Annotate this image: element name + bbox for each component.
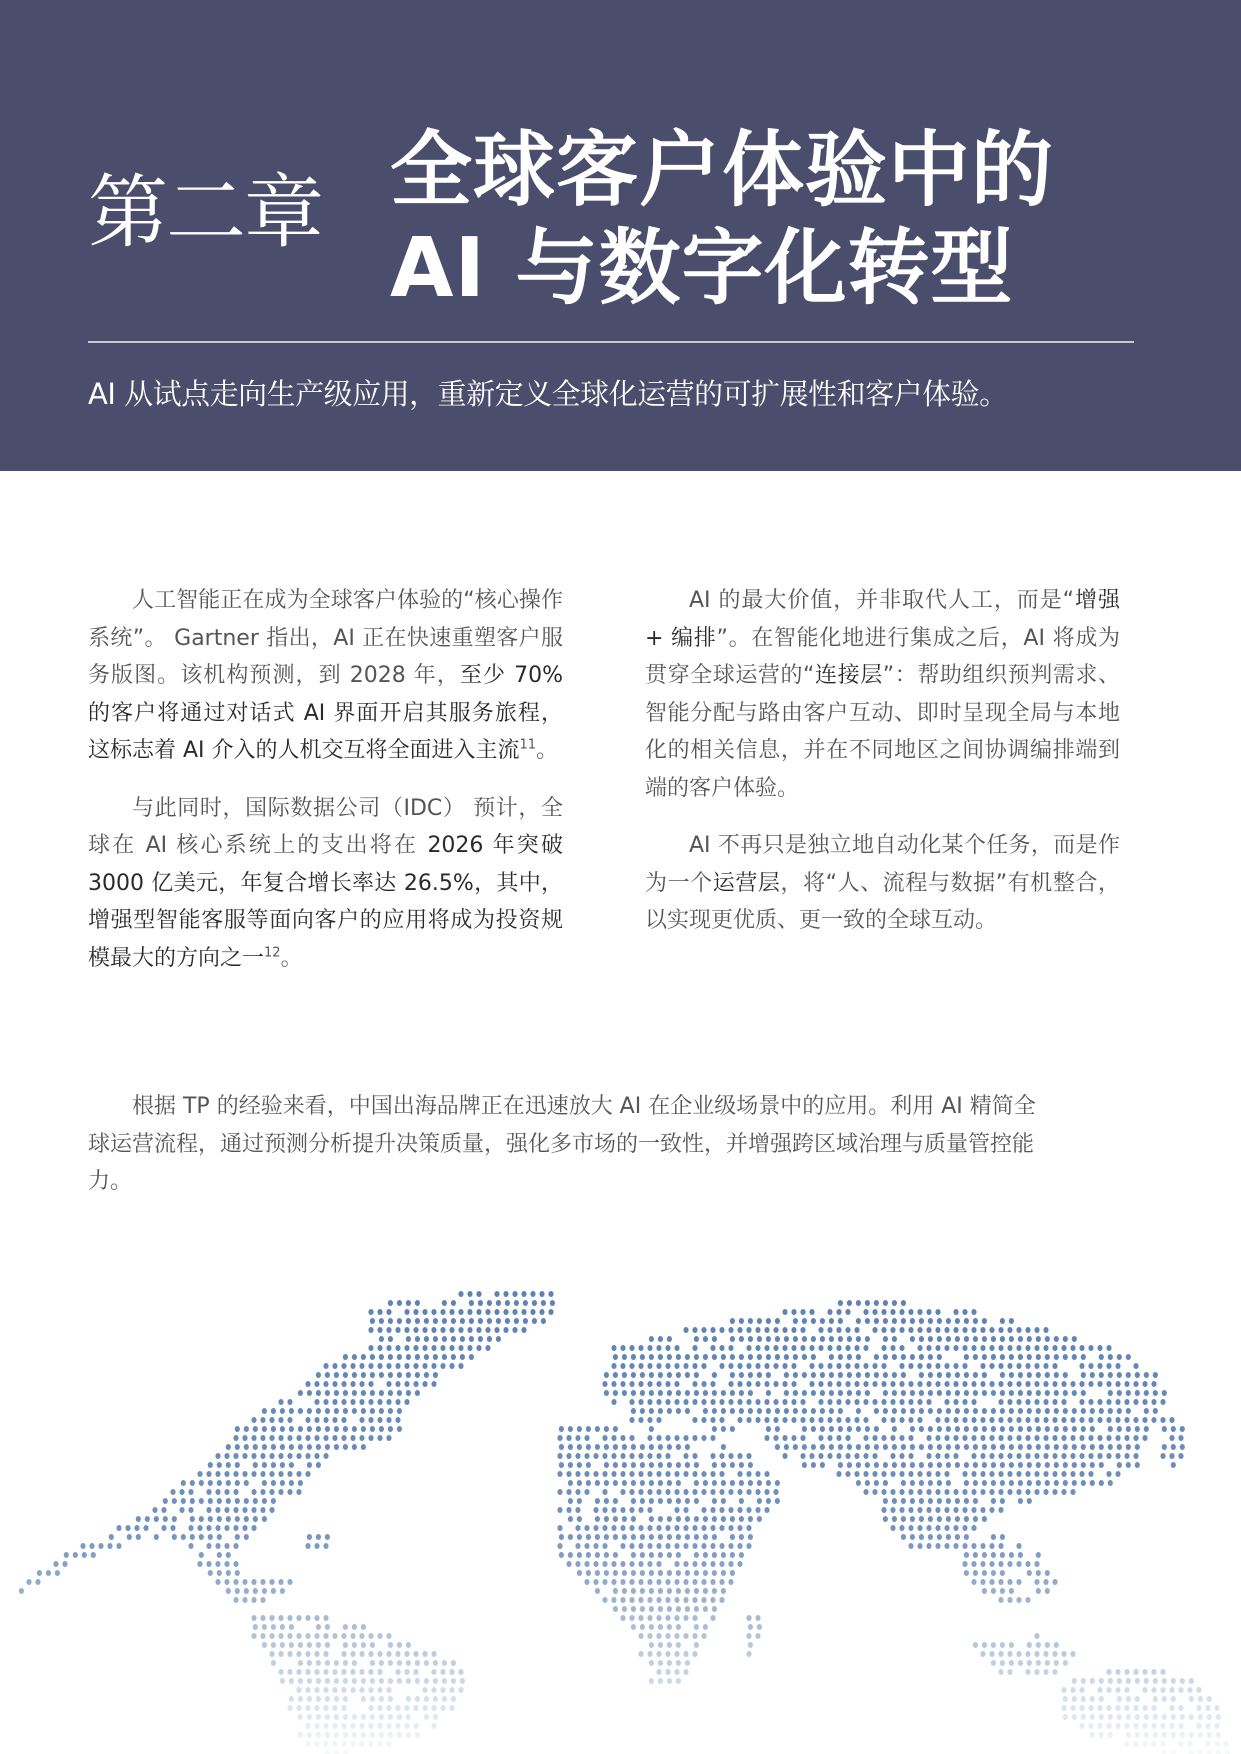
text-segment: 2026 年突破 3000 亿美元，年复合增长率达 26.5%，其中，增强型智能客服等面向客户的应用将成为投资规模最大的方向之一 <box>88 833 563 971</box>
body-paragraph <box>88 582 563 770</box>
chapter-header-banner <box>0 0 1241 471</box>
right-column <box>645 582 1120 960</box>
header-divider <box>88 341 1134 343</box>
chapter-title <box>390 122 1054 318</box>
text-segment: ”。在智能化地进行集成之后，AI 将成为贯穿全球运营的“ <box>645 625 1120 688</box>
body-paragraph <box>645 827 1120 940</box>
chapter-title-line-2: AI 与数字化转型 <box>390 221 1014 316</box>
text-segment: 人工智能正在成为全球客户体验的“核心操作系统”。 Gartner 指出，AI 正在快速重塑客户服务版图。该机构预测，到 2028 年， <box>88 588 563 688</box>
text-segment: 。 <box>536 738 559 763</box>
body-paragraph <box>88 790 563 978</box>
text-segment: 连接层 <box>814 663 883 688</box>
closing-paragraph: 根据 TP 的经验来看，中国出海品牌正在迅速放大 AI 在企业级场景中的应用。利用 AI 精简全球运营流程，通过预测分析提升决策质量，强化多市场的一致性，并增强跨区域治理与质量管控能力。 <box>88 1094 1036 1194</box>
text-segment: AI 不再只是独立地自动化某个任务，而是作为一个 <box>645 833 1120 896</box>
chapter-title-line-1: 全球客户体验中的 <box>390 123 1055 218</box>
footnote-reference: 11 <box>519 737 537 753</box>
closing-section <box>88 1088 1048 1201</box>
text-segment: 与此同时，国际数据公司（IDC） 预计，全球在 AI 核心系统上的支出将在 <box>88 795 563 858</box>
body-paragraph <box>645 582 1120 807</box>
text-segment: ”：帮助组织预判需求、智能分配与路由客户互动、即时呈现全局与本地化的相关信息，并在不同地区之间协调编排端到端的客户体验。 <box>645 663 1120 801</box>
chapter-label: 第二章 <box>88 166 322 259</box>
text-segment: AI 的最大价值，并非取代人工，而是“ <box>689 588 1075 613</box>
text-segment: 运营层 <box>712 870 781 896</box>
chapter-subtitle: AI 从试点走向生产级应用，重新定义全球化运营的可扩展性和客户体验。 <box>88 377 1008 411</box>
text-segment: ，将“人、流程与数据”有机整合，以实现更优质、更一致的全球互动。 <box>645 870 1120 933</box>
dotted-world-map-illustration <box>0 1255 1241 1754</box>
map-dots <box>19 1291 1230 1754</box>
footnote-reference: 12 <box>264 945 281 961</box>
text-segment: 至少 70% 的客户将通过对话式 AI 界面开启其服务旅程，这标志着 AI 介入的人机交互将全面进入主流 <box>88 663 563 763</box>
text-segment: 。 <box>280 945 303 971</box>
left-column <box>88 582 563 997</box>
text-segment: 增强 + 编排 <box>645 588 1120 651</box>
